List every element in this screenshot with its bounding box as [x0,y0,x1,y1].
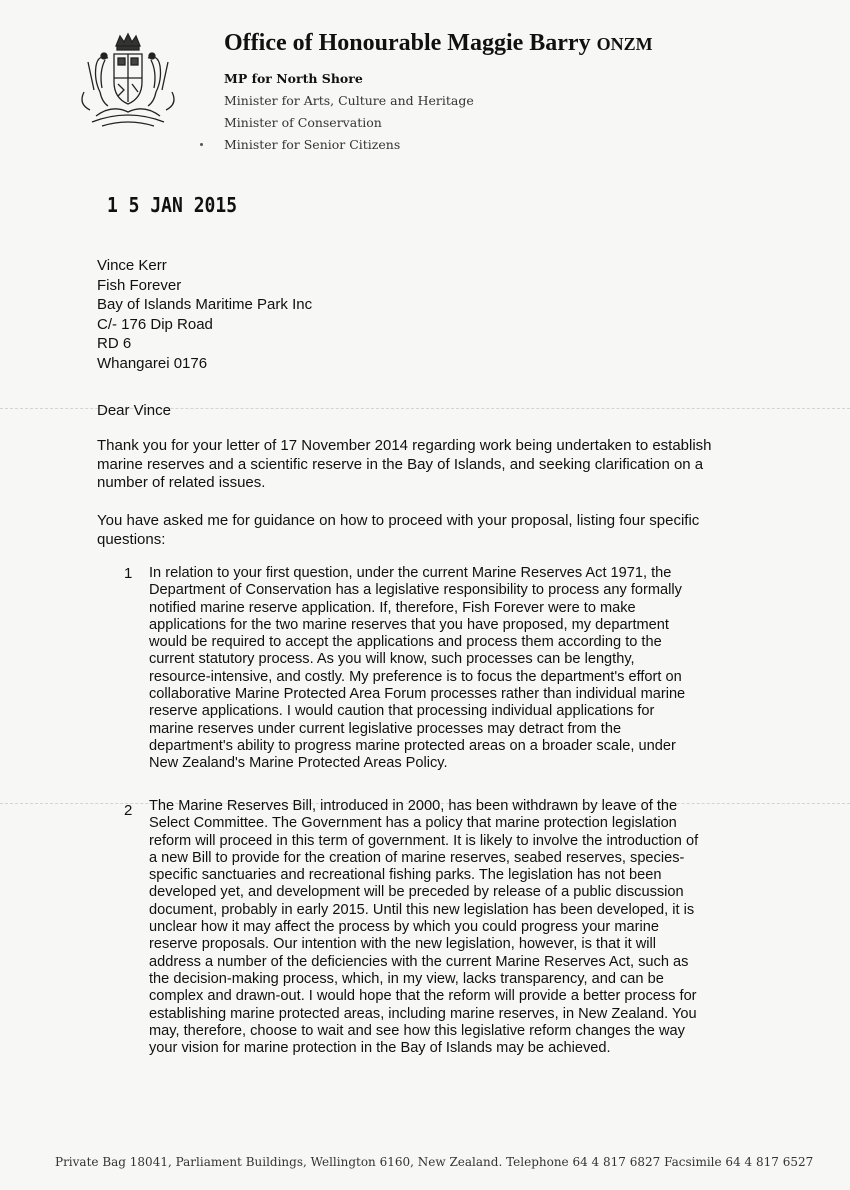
paragraph-line: marine reserves and a scientific reserve in the Bay of Islands, and seeking clarification on a [97,455,704,473]
address-line: Bay of Islands Maritime Park Inc [97,296,313,313]
list-item-line: a new Bill to provide for the creation of marine reserves, seabed reserves, species- [149,849,685,866]
list-item-line: specific sanctuaries and recreational fishing parks. The legislation has not been [149,867,662,884]
list-item-line: your vision for marine protection in the Bay of Islands may be achieved. [149,1040,611,1057]
paragraph-line: You have asked me for guidance on how to proceed with your proposal, listing four specific [97,512,700,529]
letterhead-role: Minister for Arts, Culture and Heritage [224,93,474,108]
list-item-line: developed yet, and development will be preceded by release of a public discussion [149,884,684,901]
body-paragraph [97,512,699,549]
paragraph-line: number of related issues. [97,474,266,491]
list-item-line: document, probably in early 2015. Until this new legislation has been developed, it is [149,901,695,918]
letterhead-role: Minister of Conservation [224,115,382,130]
date-stamp: 1 5 JAN 2015 [107,193,238,217]
list-item-line: New Zealand's Marine Protected Areas Policy. [149,755,448,772]
letterhead-role: Minister for Senior Citizens [224,137,401,152]
list-item-line: marine reserves under current legislative processes may detract from the [149,720,622,737]
list-item-number: 1 [124,565,133,582]
list-item-line: applications for the two marine reserves that you have proposed, my department [149,616,669,633]
address-line: Whangarei 0176 [97,354,208,372]
letterhead-title [224,30,653,57]
stray-mark [200,143,203,146]
list-item-line: resource-intensive, and costly. My preference is to focus the department's effort on [149,668,682,685]
list-item-line: reserve applications. I would caution that processing individual applications for [149,703,655,720]
list-item-line: may, therefore, choose to wait and see how this legislative reform changes the way [149,1022,685,1039]
body-paragraph [97,437,712,493]
recipient-address [97,256,312,373]
letterhead-footer: Private Bag 18041, Parliament Buildings, Wellington 6160, New Zealand. Telephone 64 4 817 6827 Facsimile 64 4 817 6527 [55,1155,814,1169]
list-item-line: complex and drawn-out. I would hope that the reform will provide a better process for [149,988,697,1005]
salutation: Dear Vince [97,402,171,419]
letterhead-roles [224,68,474,156]
list-item-line: reserve proposals. Our intention with the new legislation, however, is that it will [149,936,656,953]
list-item-line: would be required to accept the applications and process them according to the [149,634,662,651]
list-item-line: current statutory process. As you will know, such processes can be lengthy, [149,651,635,668]
letterhead-honours: ONZM [596,34,653,54]
list-item-line: notified marine reserve application. If, therefore, Fish Forever were to make [149,599,636,616]
list-item-line: Select Committee. The Government has a policy that marine protection legislation [149,815,677,832]
paragraph-line: questions: [97,530,166,548]
paragraph-line: Thank you for your letter of 17 November 2014 regarding work being undertaken to establish [97,437,712,454]
list-item-number: 2 [124,802,133,819]
list-item-line: collaborative Marine Protected Area Forum processes rather than individual marine [149,686,686,703]
list-item [149,798,698,1057]
letterhead-role: MP for North Shore [224,71,363,86]
list-item-line: Department of Conservation has a legislative responsibility to process any formally [149,582,682,599]
letterhead-name: Office of Honourable Maggie Barry [224,30,591,56]
address-line: Vince Kerr [97,257,167,274]
list-item-line: address a number of the deficiencies with the current Marine Reserves Act, such as [149,953,689,970]
address-line: Fish Forever [97,276,182,294]
list-item-line: department's ability to progress marine protected areas on a broader scale, under [149,737,676,754]
list-item-line: the decision-making process, which, in my view, lacks transparency, and can be [149,970,664,987]
list-item [149,565,685,773]
list-item-line: In relation to your first question, under the current Marine Reserves Act 1971, the [149,565,672,581]
nz-coat-of-arms-icon [72,32,184,132]
list-item-line: reform will proceed in this term of government. It is likely to involve the introduction of [149,832,699,849]
address-line: C/- 176 Dip Road [97,315,213,333]
list-item-line: unclear how it may affect the process by which you could progress your marine [149,919,659,936]
address-line: RD 6 [97,335,132,352]
list-item-line: The Marine Reserves Bill, introduced in 2000, has been withdrawn by leave of the [149,798,678,814]
list-item-line: establishing marine protected areas, including marine reserves, in New Zealand. You [149,1005,697,1022]
